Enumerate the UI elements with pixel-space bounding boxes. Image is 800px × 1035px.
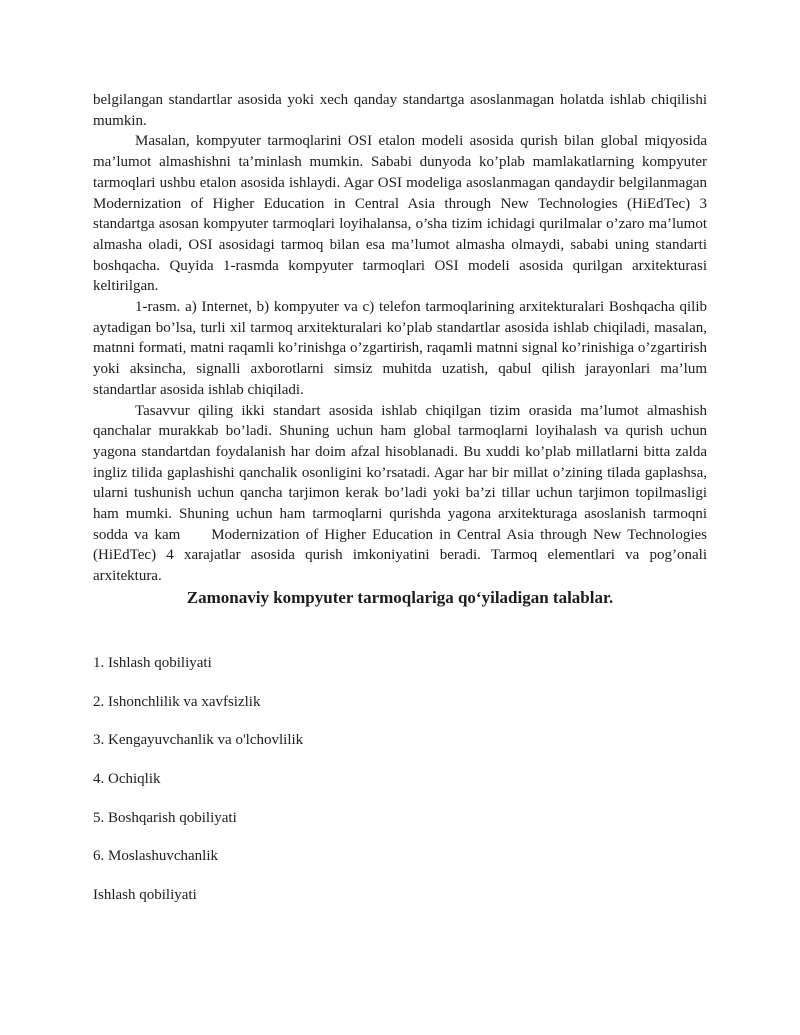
list-item-4: 4. Ochiqlik [93, 770, 161, 787]
paragraph-continuation: belgilangan standartlar asosida yoki xech qanday standartga asoslanmagan holatda ishlab chiqilishi mumkin. [93, 92, 707, 129]
list-item-1: 1. Ishlash qobiliyati [93, 654, 212, 671]
paragraph-figure-description: 1-rasm. a) Internet, b) kompyuter va c) telefon tarmoqlarining arxitekturalari Boshqacha qilib aytadigan bo’lsa, turli xil tarmoq arxitekturalari ko’plab standartlar asosida ishlab chiqiladi, masalan, matnni formati, matni raqamli ko’rinishga o’zgartirish, raqamli matnni signal ko’rinishiga o’zgartirish yoki aksincha, signalli axborotlarni simsiz muhitda uzatish, qabul qilish jarayonlari ma’lum standartlar asosida ishlab chiqiladi. [93, 299, 707, 398]
document-page [93, 90, 707, 924]
paragraph-standards-example: Tasavvur qiling ikki standart asosida ishlab chiqilgan tizim orasida ma’lumot almashish qanchalar murakkab bo’ladi. Shuning uchun ham global tarmoqlarni loyihalash va qurish uchun yagona standartdan foydalanish har doim afzal hisoblanadi. Bu xuddi ko’plab millatlarni bitta zalda ingliz tilida gaplashishi qanchalik osonligini ko’rsatadi. Agar har bir millat o’zining tilada gaplashsa, ularni tushunish uchun qancha tarjimon kerak bo’ladi yoki ba’zi tillar uchun tarjimon topilmasligi ham mumki. Shuning uchun ham tarmoqlarni qurishda yagona arxitekturaga asoslanish tarmoqni sodda va kam Modernization of Higher Education in Central Asia through New Technologies (HiEdTec) 4 xarajatlar asosida qurish imkoniyatini beradi. Tarmoq elementlari va pog’onali arxitektura. [93, 402, 707, 585]
list-item-5: 5. Boshqarish qobiliyati [93, 809, 237, 826]
paragraph-osi-model: Masalan, kompyuter tarmoqlarini OSI etalon modeli asosida qurish bilan global miqyosida ma’lumot almashishni ta’minlash mumkin. Sababi dunyoda ko’plab mamlakatlarning kompyuter tarmoqlari ushbu etalon asosida ishlaydi. Agar OSI modeliga asoslanmagan qandaydir belgilanmagan Modernization of Higher Education in Central Asia through New Technologies (HiEdTec) 3 standartga asosan kompyuter tarmoqlari loyihalansa, o’sha tizim ichidagi qurilmalar o’zaro ma’lumot almasha oladi, OSI asosidagi tarmoq bilan esa ma’lumot almasha olmaydi, sababi uning standarti boshqacha. Quyida 1-rasmda kompyuter tarmoqlari OSI modeli asosida qurilgan arxitekturasi keltirilgan. [93, 133, 707, 295]
section-heading: Zamonaviy kompyuter tarmoqlariga qoʻyiladigan talablar. [186, 587, 614, 607]
trailing-line: Ishlash qobiliyati [93, 887, 197, 904]
list-item-3: 3. Kengayuvchanlik va o'lchovlilik [93, 732, 304, 749]
list-item-2: 2. Ishonchlilik va xavfsizlik [93, 693, 261, 710]
list-item-6: 6. Moslashuvchanlik [93, 848, 218, 865]
